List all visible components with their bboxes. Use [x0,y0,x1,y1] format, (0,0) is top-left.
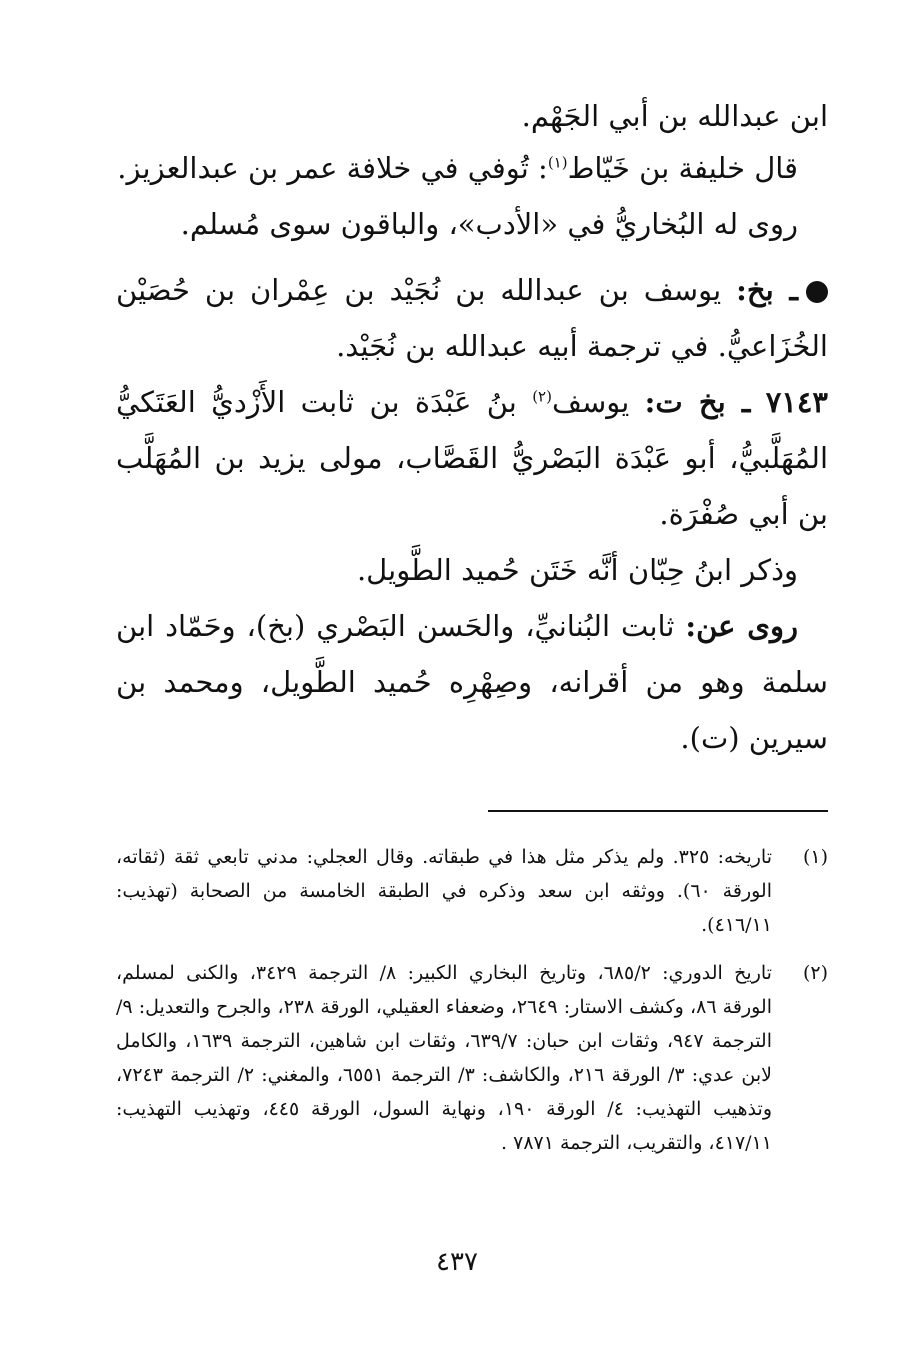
entry-code: ـ بخ ت: [644,385,751,419]
narrated-from-text: ثابت البُنانيِّ، والحَسن البَصْري (بخ)، وحَمّاد ابن سلمة وهو من أقرانه، وصِهْرِه حُميد الطَّويل، ومحمد بن سيرين (ت). [116,609,828,755]
paragraph-narrators [116,196,828,252]
page-number: ٤٣٧ [436,1247,478,1277]
entry-cross-reference [116,262,828,374]
footnote-ref-1[interactable]: (١) [547,153,568,172]
narrated-from-paragraph [116,598,828,766]
footnote-2 [116,956,828,1160]
paragraph-ibn-hibban [116,542,828,598]
entry-code: ـ بخ: [736,273,799,307]
narrated-from-section [116,598,828,766]
footnote-number: (٢) [802,962,828,984]
ibn-hibban-text: وذكر ابنُ حِبّان أنَّه خَتَن حُميد الطَّويل. [356,553,798,587]
entry-number: ٧١٤٣ [765,385,829,419]
paragraph-continuation [116,88,828,144]
paragraph-khalifa-quote [116,140,828,196]
bullet-icon [806,281,828,303]
quote-text: : تُوفي في خلافة عمر بن عبدالعزيز. [117,151,548,185]
footnote-separator [488,810,828,812]
quote-intro: قال خليفة بن خَيّاط [567,151,798,185]
footnote-text: تاريخ الدوري: ٦٨٥/٢، وتاريخ البخاري الكبير: ٨/ الترجمة ٣٤٢٩، والكنى لمسلم، الورقة ٨٦، وكشف الاستار: ٢٦٤٩، وضعفاء العقيلي، الورقة ٢٣٨، والجرح والتعديل: ٩/ الترجمة ٩٤٧، وثقات ابن حبان: ٦٣٩/٧، وثقات ابن شاهين، الترجمة ١٦٣٩، والكامل لابن عدي: ٣/ الورقة ٢١٦، والكاشف: ٣/ الترجمة ٦٥٥١، والمغني: ٢/ الترجمة ٧٢٤٣، وتذهيب التهذيب: ٤/ الورقة ١٩٠، ونهاية السول، الورقة ٤٤٥، وتهذيب التهذيب: ٤١٧/١١، والتقريب، الترجمة ٧٨٧١ . [116,962,773,1154]
footnotes [116,840,828,1160]
footnote-ref-2[interactable]: (٢) [532,387,552,406]
continuation-line: ابن عبدالله بن أبي الجَهْم. [521,99,828,133]
entry-name: يوسف [551,385,630,419]
narrators-text: روى له البُخاريُّ في «الأدب»، والباقون سوى مُسلم. [180,207,798,241]
entry-7143 [116,374,828,598]
main-text [116,88,828,252]
footnote-1 [116,840,828,942]
entry-text: بنُ عَبْدَة بن ثابت الأَزْديُّ العَتَكيُّ المُهَلَّبيُّ، أبو عَبْدَة البَصْريُّ القَصَّاب، مولى يزيد بن المُهَلَّب بن أبي صُفْرَة. [116,385,828,531]
entry-paragraph [116,374,828,542]
narrated-from-label: روى عن: [685,609,799,643]
entry-paragraph [116,262,828,374]
footnote-number: (١) [802,846,828,868]
entry-text: يوسف بن عبدالله بن نُجَيْد بن عِمْران بن حُصَيْن الخُزَاعيُّ. في ترجمة أبيه عبدالله بن نُجَيْد. [116,273,828,363]
footnote-text: تاريخه: ٣٢٥. ولم يذكر مثل هذا في طبقاته. وقال العجلي: مدني تابعي ثقة (ثقاته، الورقة ٦٠). ووثقه ابن سعد وذكره في الطبقة الخامسة من الصحابة (تهذيب: ٤١٦/١١). [116,846,772,936]
